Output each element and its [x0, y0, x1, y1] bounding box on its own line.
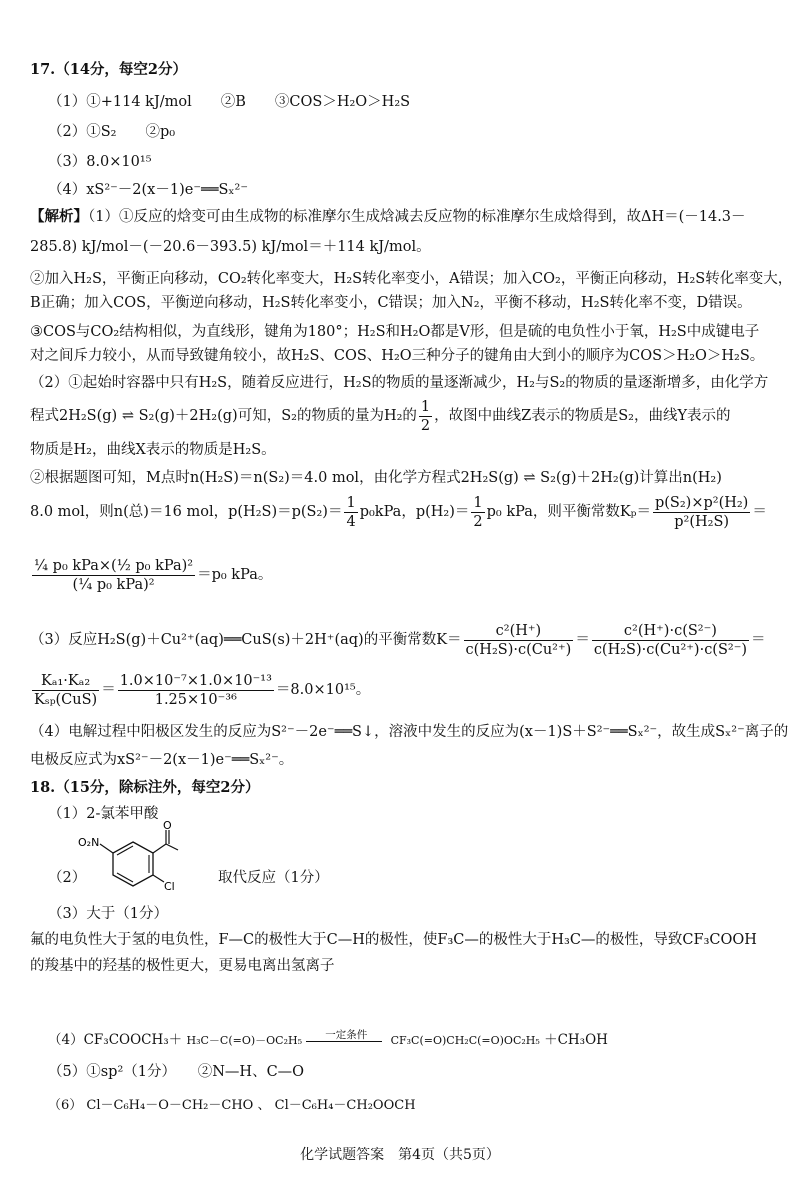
fraction-k1 [464, 622, 574, 659]
q17-header: 17.（14分，每空2分） [30, 61, 187, 78]
denominator: (¼ p₀ kPa)² [72, 576, 155, 593]
q17-analysis-3a: ③COS与CO₂结构相似，为直线形，键角为180°；H₂S和H₂O都是V形，但是硫的电负性小于氧，H₂S中成键电子 [30, 324, 760, 340]
analysis-text: （1）①反应的焓变可由生成物的标准摩尔生成焓减去反应物的标准摩尔生成焓得到，故ΔH＝(－14.3－ [88, 209, 746, 225]
oxygen-label: O [163, 820, 172, 832]
q18-answer-2-text: 取代反应（1分） [218, 870, 329, 886]
reaction-condition: 一定条件 [325, 1029, 368, 1041]
q18-answer-4 [48, 1030, 800, 1051]
structure-nitro-methylbenzoate [78, 820, 188, 896]
q17-answer-1: （1）①+114 kJ/mol ②B ③COS＞H₂O＞H₂S [48, 94, 411, 110]
denominator: p²(H₂S) [674, 513, 730, 530]
q18-answer-5: （5）①sp²（1分） ②N—H、C—O [48, 1064, 305, 1080]
numerator: c²(H⁺) [464, 622, 574, 641]
q17-answer-2: （2）①S₂ ②p₀ [48, 124, 176, 140]
numerator: Kₐ₁·Kₐ₂ [32, 672, 99, 691]
numerator: c²(H⁺)·c(S²⁻) [592, 622, 749, 641]
q17-analysis-4c: 物质是H₂，曲线X表示的物质是H₂S。 [30, 442, 276, 458]
q17-analysis-5b [30, 492, 790, 532]
denominator: 2 [473, 513, 483, 530]
denominator: 2 [420, 417, 431, 434]
fraction-kp [653, 494, 750, 531]
numerator: ¼ p₀ kPa×(½ p₀ kPa)² [34, 557, 194, 574]
product: CF₃C(=O)CH₂C(=O)OC₂H₅ [390, 1034, 540, 1047]
q18-answer-6 [48, 1096, 800, 1116]
fraction-k2 [592, 622, 749, 659]
fraction-ka [32, 672, 99, 709]
q17-analysis-5c [30, 545, 790, 605]
q17-analysis-8b: 电极反应式为xS²⁻－2(x－1)e⁻══Sₓ²⁻。 [30, 752, 294, 768]
arrow-line [306, 1041, 382, 1042]
q18-answer-3: （3）大于（1分） [48, 906, 168, 922]
denominator: 1.25×10⁻³⁶ [154, 691, 237, 708]
q18-answer-2-label: （2） [48, 870, 87, 886]
q17-analysis-2b: B正确；加入COS，平衡逆向移动，H₂S转化率变小，C错误；加入N₂，平衡不移动，H₂S转化率不变，D错误。 [30, 295, 752, 311]
page-footer: 化学试题答案 第4页（共5页） [300, 1147, 500, 1163]
denominator: c(H₂S)·c(Cu²⁺)·c(S²⁻) [593, 641, 748, 658]
q17-answer-3: （3）8.0×10¹⁵ [48, 154, 152, 170]
reactant-1: （4）CF₃COOCH₃＋ [48, 1032, 183, 1048]
numerator: p(S₂)×p²(H₂) [654, 494, 749, 511]
analysis-label: 【解析】 [30, 208, 88, 225]
fraction-quarter [344, 494, 357, 531]
text-segment: ＝8.0×10¹⁵。 [275, 682, 371, 698]
text-segment: p₀ kPa，则平衡常数Kₚ＝ [486, 504, 651, 520]
q18-answer-3-line-c: 的羧基中的羟基的极性更大，更易电离出氢离子 [30, 958, 335, 974]
q17-analysis-2a: ②加入H₂S，平衡正向移动，CO₂转化率变大，H₂S转化率变小，A错误；加入CO₂，平衡正向移动，H₂S转化率变大， [30, 271, 793, 287]
numerator: 1 [420, 398, 431, 415]
text-segment: （3）反应H₂S(g)＋Cu²⁺(aq)══CuS(s)＋2H⁺(aq)的平衡常数K＝ [30, 632, 462, 648]
nitro-label: O₂N [78, 836, 100, 849]
numerator: 1.0×10⁻⁷×1.0×10⁻¹³ [119, 672, 272, 689]
q17-analysis-1a [30, 207, 790, 227]
denominator: Kₛₚ(CuS) [34, 691, 98, 708]
structure-1: Cl－C₆H₄－O－CH₂－CHO [86, 1098, 254, 1113]
fraction-half [419, 398, 432, 435]
reactant-2: H₃C－C(=O)－OC₂H₅ [186, 1034, 302, 1047]
text-segment: p₀kPa，p(H₂)＝ [359, 504, 470, 520]
q17-analysis-8a: （4）电解过程中阳极区发生的反应为S²⁻－2e⁻══S↓，溶液中发生的反应为(x－1)S＋S²⁻══Sₓ²⁻，故生成Sₓ²⁻离子的 [30, 724, 789, 740]
equals-sign: ＝ [752, 504, 767, 520]
denominator: 4 [346, 513, 356, 530]
q17-analysis-6 [30, 620, 790, 660]
separator: 、 [257, 1098, 271, 1113]
chloro-label: Cl [164, 880, 175, 893]
q17-analysis-7 [30, 670, 790, 710]
answer-label: （6） [48, 1098, 83, 1113]
q17-analysis-3b: 对之间斥力较小，从而导致键角较小，故H₂S、COS、H₂O三种分子的键角由大到小的顺序为COS＞H₂O＞H₂S。 [30, 348, 765, 364]
equals-sign: ＝ [751, 632, 766, 648]
text-segment: ，故图中曲线Z表示的物质是S₂，曲线Y表示的 [434, 408, 731, 424]
q18-answer-1: （1）2-氯苯甲酸 [48, 806, 159, 822]
fraction-half [471, 494, 484, 531]
numerator: 1 [473, 494, 483, 511]
equals-sign: ＝ [101, 682, 116, 698]
q18-header: 18.（15分，除标注外，每空2分） [30, 779, 260, 796]
q17-answer-4: （4）xS²⁻－2(x－1)e⁻══Sₓ²⁻ [48, 182, 248, 198]
q17-analysis-4b [30, 396, 790, 436]
q18-answer-3-line-b: 氟的电负性大于氢的电负性，F—C的极性大于C—H的极性，使F₃C—的极性大于H₃C—的极性，导致CF₃COOH [30, 932, 757, 948]
fraction-values [118, 672, 274, 709]
q17-analysis-1b: 285.8) kJ/mol－(－20.6－393.5) kJ/mol＝＋114 kJ/mol。 [30, 239, 431, 255]
equals-sign: ＝ [575, 632, 590, 648]
q17-analysis-4a: （2）①起始时容器中只有H₂S，随着反应进行，H₂S的物质的量逐渐减少，H₂与S₂的物质的量逐渐增多，由化学方 [30, 375, 769, 391]
text-segment: ＝p₀ kPa。 [197, 567, 273, 583]
byproduct: ＋CH₃OH [544, 1032, 608, 1048]
numerator: 1 [346, 494, 356, 511]
reaction-arrow [306, 1030, 386, 1042]
fraction-kp-value [32, 557, 195, 594]
denominator: c(H₂S)·c(Cu²⁺) [465, 641, 572, 658]
structure-2: Cl－C₆H₄－CH₂OOCH [274, 1098, 416, 1113]
text-segment: 8.0 mol，则n(总)＝16 mol，p(H₂S)＝p(S₂)＝ [30, 504, 343, 520]
q17-analysis-5a: ②根据题图可知，M点时n(H₂S)＝n(S₂)＝4.0 mol，由化学方程式2H₂S(g) ⇌ S₂(g)＋2H₂(g)计算出n(H₂) [30, 470, 722, 486]
text-segment: 程式2H₂S(g) ⇌ S₂(g)＋2H₂(g)可知，S₂的物质的量为H₂的 [30, 408, 417, 424]
